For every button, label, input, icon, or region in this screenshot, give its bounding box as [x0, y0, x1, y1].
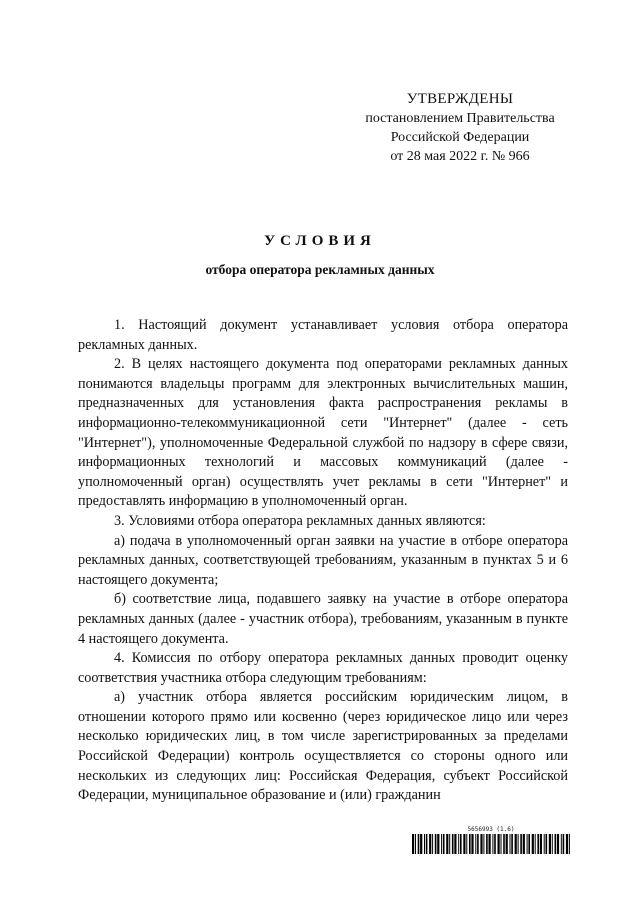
- barcode-icon: [412, 834, 572, 854]
- paragraph-2: 2. В целях настоящего документа под операторами рекламных данных понимаются владельцы программ для электронных вычислительных машин, предназначенных для установления факта распространения рекламы в информационно-телекоммуникационной сети "Интернет" (далее - сеть "Интернет"), уполномоченные Федеральной службой по надзору в сфере связи, информационных технологий и массовых коммуникаций (далее - уполномоченный орган) осуществлять учет рекламы в сети "Интернет" и предоставлять информацию в уполномоченный орган.: [78, 356, 568, 510]
- paragraph-1: 1. Настоящий документ устанавливает условия отбора оператора рекламных данных.: [78, 317, 568, 353]
- document-body: [78, 316, 568, 806]
- document-stamp: 5656993 (1.6): [467, 826, 515, 833]
- approval-line-country: Российской Федерации: [390, 130, 530, 145]
- paragraph-3: 3. Условиями отбора оператора рекламных данных являются:: [114, 512, 486, 529]
- paragraph-4a: а) участник отбора является российским юридическим лицом, в отношении которого прямо или косвенно (через юридическое лицо или через несколько юридических лиц, в том числе зарегистрированных за пределами Российской Федерации) контроль осуществляется со стороны одного или нескольких из следующих лиц: Российская Федерация, субъект Российской Федерации, муниципальное образование и (или) гражданин: [78, 689, 568, 804]
- document-subtitle: отбора оператора рекламных данных: [205, 262, 435, 277]
- approval-line-resolution: постановлением Правительства: [365, 111, 555, 126]
- approval-heading: УТВЕРЖДЕНЫ: [406, 91, 514, 107]
- paragraph-4: 4. Комиссия по отбору оператора рекламных данных проводит оценку соответствия участника отбора следующим требованиям:: [78, 650, 568, 686]
- approval-line-date: от 28 мая 2022 г. № 966: [390, 149, 530, 164]
- paragraph-3b: б) соответствие лица, подавшего заявку на участие в отборе оператора рекламных данных (далее - участник отбора), требованиям, указанным в пункте 4 настоящего документа.: [78, 591, 568, 647]
- paragraph-3a: а) подача в уполномоченный орган заявки на участие в отборе оператора рекламных данных, соответствующей требованиям, указанным в пунктах 5 и 6 настоящего документа;: [78, 532, 568, 588]
- approval-block: [340, 90, 580, 166]
- document-title: УСЛОВИЯ: [264, 233, 376, 249]
